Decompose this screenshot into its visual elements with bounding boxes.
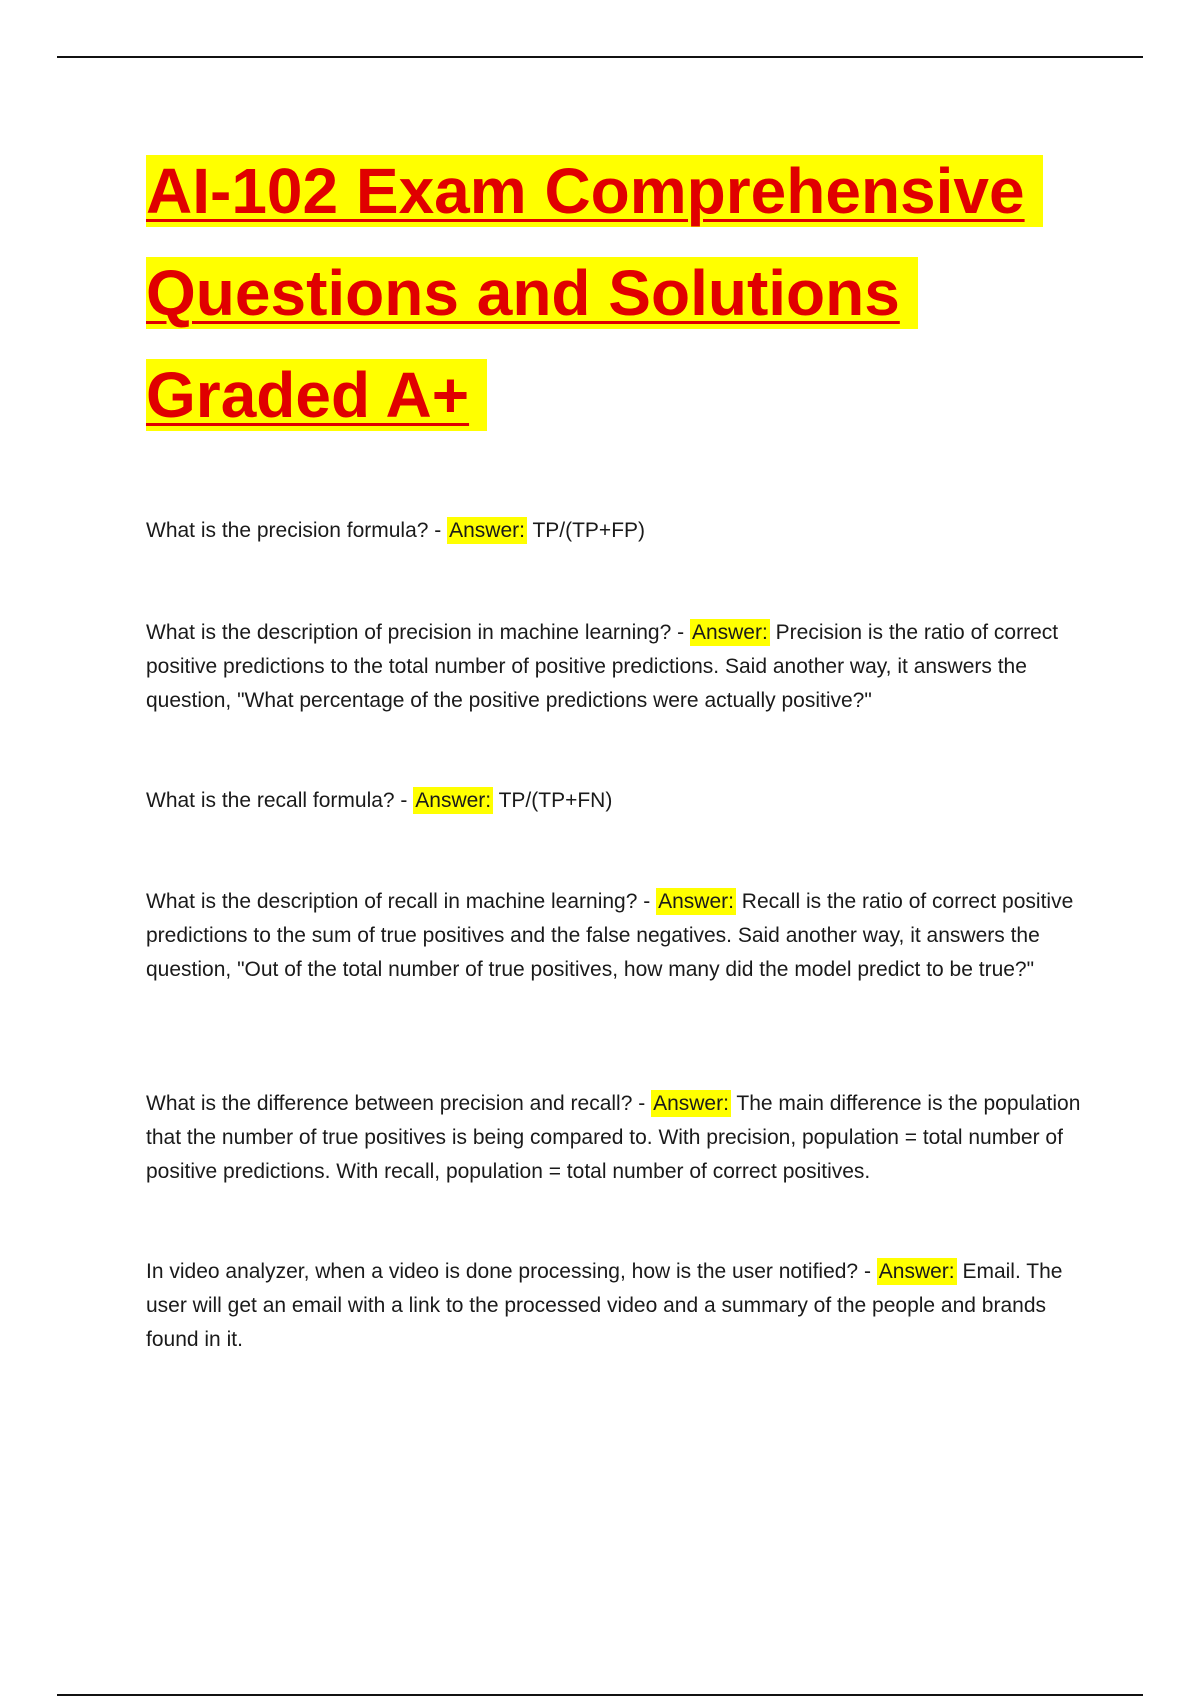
qa-item-recall-description <box>146 885 1086 987</box>
qa-item-precision-description <box>146 616 1086 718</box>
answer-text: Precision is the ratio of correct positive predictions to the total number of positive predictions. Said another way, it answers the question, "What percentage of the positive predictions were actually positive?" <box>146 621 1059 712</box>
question-text: What is the precision formula? - <box>146 519 448 542</box>
question-text: What is the description of precision in machine learning? - <box>146 621 690 644</box>
answer-label: Answer: <box>415 789 492 812</box>
qa-item-recall-formula <box>146 784 1086 818</box>
answer-text: TP/(TP+FP) <box>526 519 646 542</box>
answer-text: Email. The user will get an email with a link to the processed video and a summary of the people and brands found in it. <box>146 1260 1063 1351</box>
answer-label: Answer: <box>878 1260 955 1283</box>
title-line-1: AI-102 Exam Comprehensive <box>146 140 1066 242</box>
answer-text: TP/(TP+FN) <box>493 789 613 812</box>
qa-item-precision-vs-recall <box>146 1087 1086 1189</box>
answer-label: Answer: <box>691 621 768 644</box>
answer-text: The main difference is the population that the number of true positives is being compared to. With precision, population = total number of positive predictions. With recall, population = total number of correct positives. <box>146 1092 1081 1183</box>
question-text: What is the difference between precision and recall? - <box>146 1092 652 1115</box>
answer-label: Answer: <box>658 890 734 913</box>
qa-item-precision-formula <box>146 514 1086 548</box>
question-text: What is the description of recall in machine learning? - <box>146 890 657 913</box>
document-title <box>146 140 1066 446</box>
question-text: What is the recall formula? - <box>146 789 414 812</box>
footer-rule <box>57 1694 1143 1696</box>
answer-label: Answer: <box>449 519 525 542</box>
answer-text: Recall is the ratio of correct positive predictions to the sum of true positives and the false negatives. Said another way, it answers the question, "Out of the total number of true positives, how many did the model predict to be true?" <box>146 890 1074 981</box>
answer-label: Answer: <box>653 1092 729 1115</box>
header-rule <box>57 56 1143 58</box>
title-line-3: Graded A+ <box>146 344 1066 446</box>
question-text: In video analyzer, when a video is done processing, how is the user notified? - <box>146 1260 877 1283</box>
qa-item-video-analyzer-notification <box>146 1255 1086 1357</box>
title-line-2: Questions and Solutions <box>146 242 1066 344</box>
